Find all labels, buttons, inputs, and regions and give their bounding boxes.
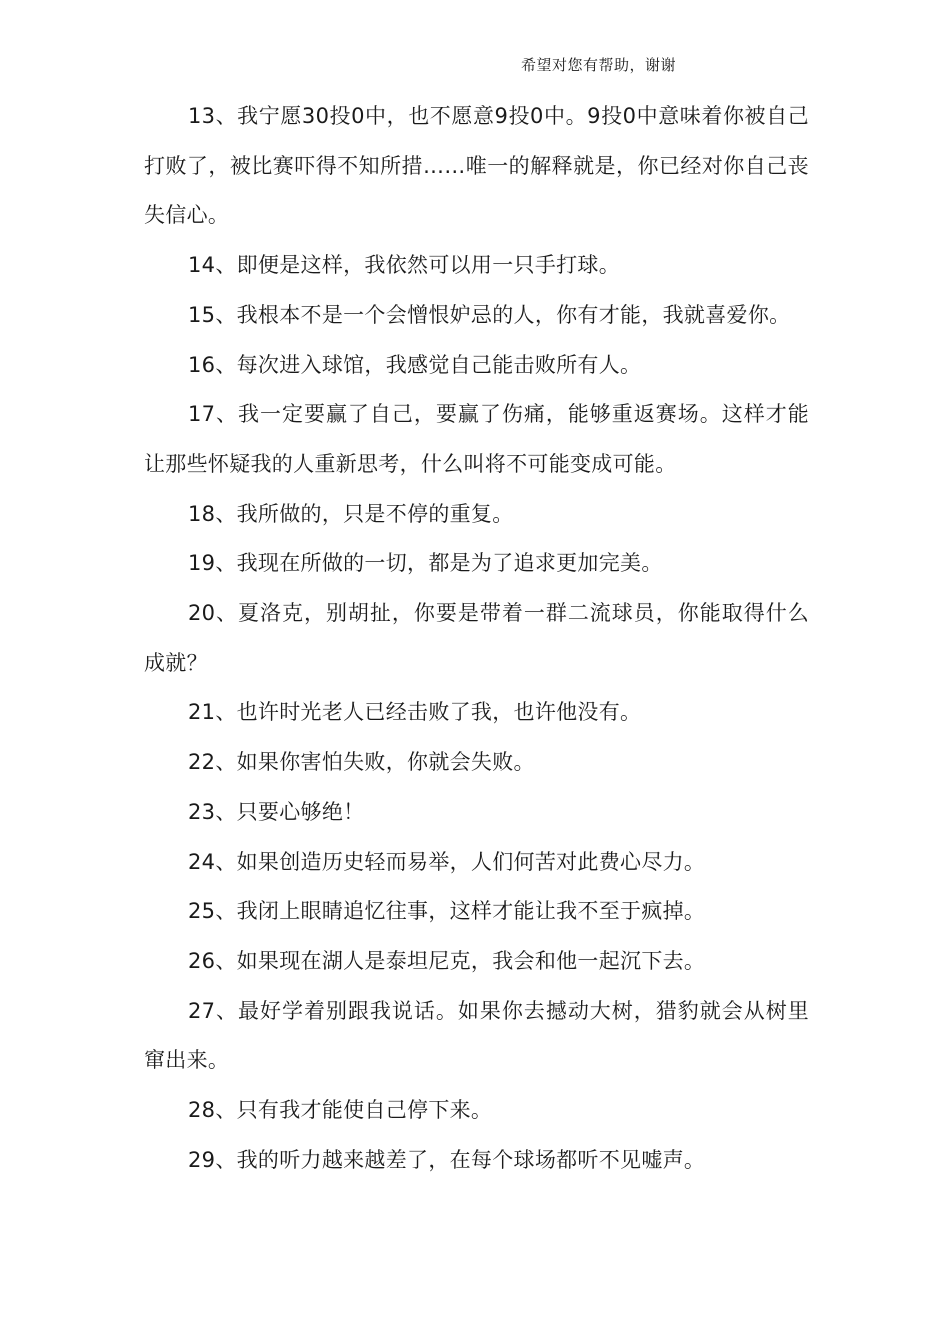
quote-paragraph-27: 27、最好学着别跟我说话。如果你去撼动大树，猎豹就会从树里窜出来。	[144, 998, 809, 1073]
quote-paragraph-18: 18、我所做的，只是不停的重复。	[188, 501, 514, 526]
quote-paragraph-28: 28、只有我才能使自己停下来。	[188, 1098, 493, 1123]
page-header-note: 希望对您有帮助，谢谢	[521, 56, 677, 74]
quote-paragraph-20: 20、夏洛克，别胡扯，你要是带着一群二流球员，你能取得什么成就？	[144, 601, 809, 675]
quote-paragraph-25: 25、我闭上眼睛追忆往事，这样才能让我不至于疯掉。	[188, 899, 706, 924]
quote-paragraph-22: 22、如果你害怕失败，你就会失败。	[188, 750, 535, 775]
document-body	[144, 92, 809, 1185]
quote-paragraph-14: 14、即便是这样，我依然可以用一只手打球。	[188, 253, 621, 278]
quote-paragraph-13: 13、我宁愿30投0中，也不愿意9投0中。9投0中意味着你被自己打败了，被比赛吓得不知所措……唯一的解释就是，你已经对你自己丧失信心。	[144, 104, 809, 228]
quote-paragraph-29: 29、我的听力越来越差了，在每个球场都听不见嘘声。	[188, 1147, 706, 1172]
quote-paragraph-16: 16、每次进入球馆，我感觉自己能击败所有人。	[188, 352, 642, 377]
quote-paragraph-21: 21、也许时光老人已经击败了我，也许他没有。	[188, 700, 642, 725]
quote-paragraph-17: 17、我一定要赢了自己，要赢了伤痛，能够重返赛场。这样才能让那些怀疑我的人重新思考，什么叫将不可能变成可能。	[144, 402, 809, 476]
quote-paragraph-15: 15、我根本不是一个会憎恨妒忌的人，你有才能，我就喜爱你。	[188, 302, 791, 327]
quote-paragraph-24: 24、如果创造历史轻而易举，人们何苦对此费心尽力。	[188, 849, 706, 874]
quote-paragraph-23: 23、只要心够绝！	[188, 799, 365, 824]
quote-paragraph-19: 19、我现在所做的一切，都是为了追求更加完美。	[188, 551, 663, 576]
quote-paragraph-26: 26、如果现在湖人是泰坦尼克，我会和他一起沉下去。	[188, 948, 706, 973]
